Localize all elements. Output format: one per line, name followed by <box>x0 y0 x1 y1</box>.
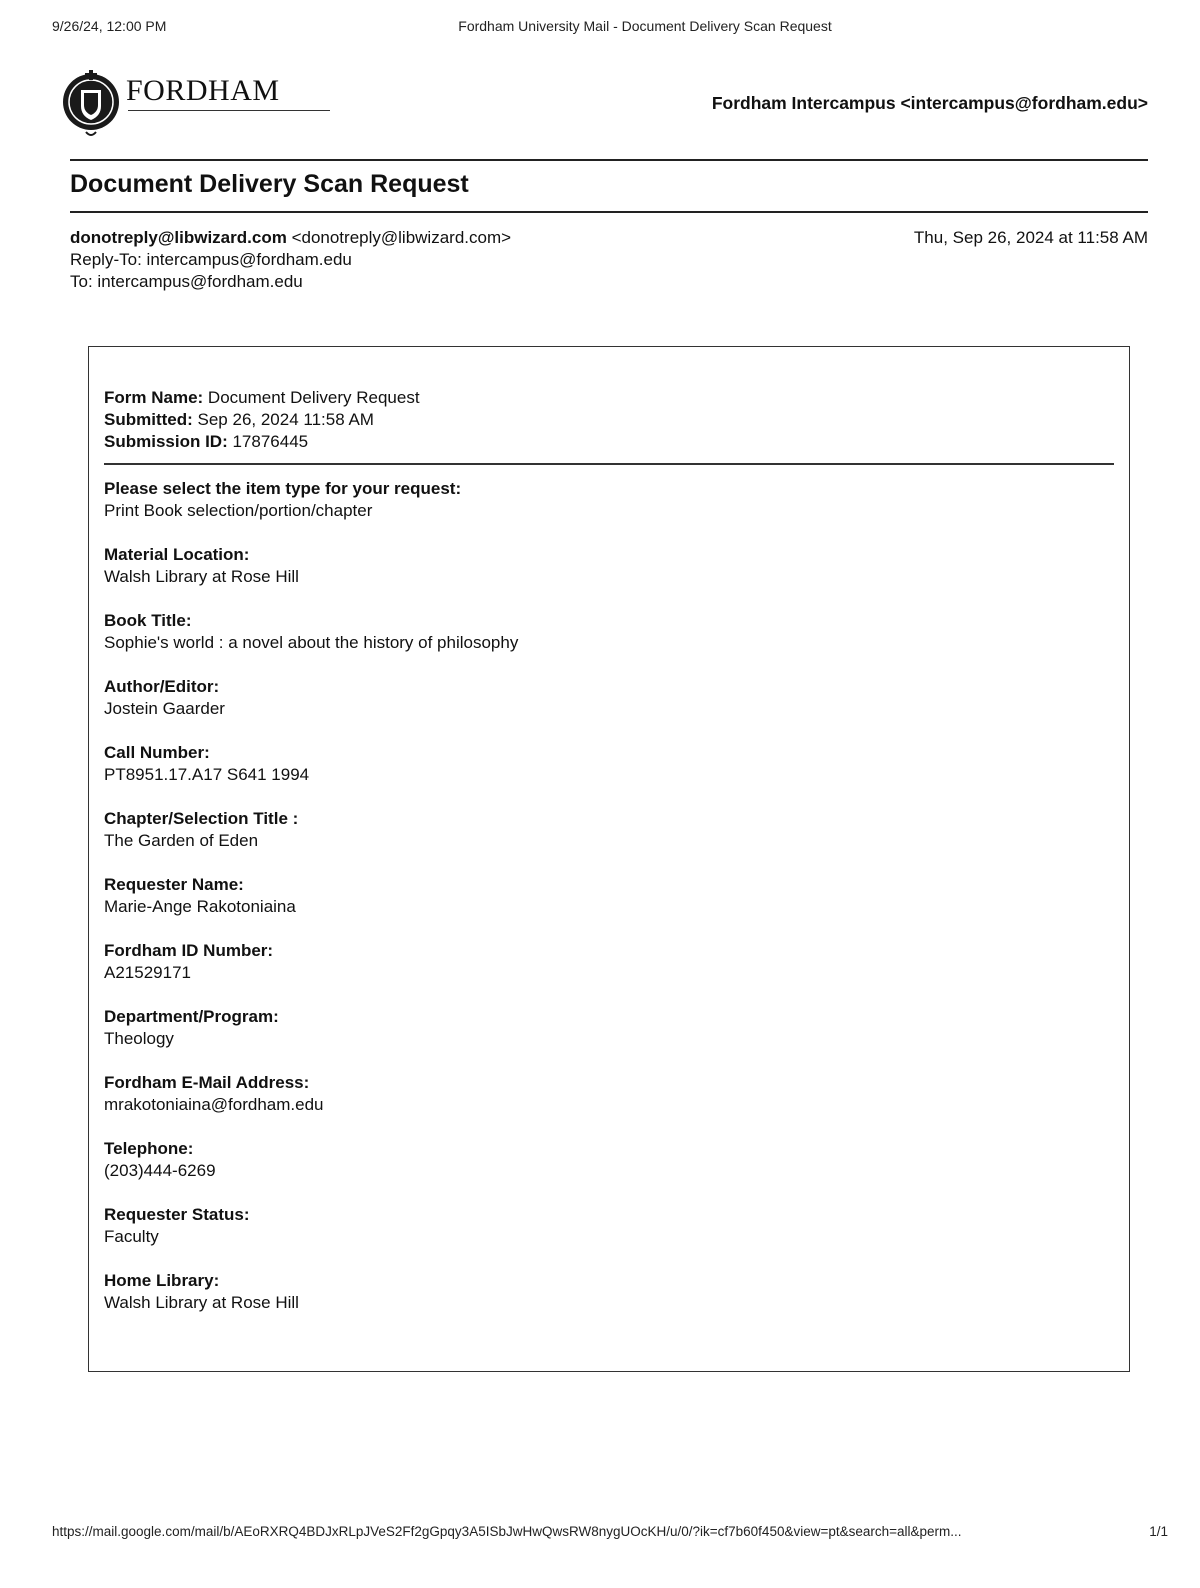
form-field <box>104 610 1114 654</box>
field-value: The Garden of Eden <box>104 831 259 850</box>
form-field <box>104 1270 1114 1314</box>
field-value: PT8951.17.A17 S641 1994 <box>104 765 310 784</box>
email-subject: Document Delivery Scan Request <box>70 170 469 198</box>
fordham-wordmark: FORDHAM <box>126 74 280 107</box>
field-value: mrakotoniaina@fordham.edu <box>104 1095 324 1114</box>
field-label: Call Number: <box>104 743 210 762</box>
mailbox-owner: Fordham Intercampus <intercampus@fordham.edu> <box>711 93 1148 113</box>
to-row <box>70 271 1148 293</box>
wordmark-underline <box>128 110 330 111</box>
fordham-logo <box>60 60 300 142</box>
print-url: https://mail.google.com/mail/b/AEoRXRQ4BDJxRLpJVeS2Ff2gGpqy3A5ISbJwHwQwsRW8nygUOcKH/u/0/?ik=cf7b60f450&view=pt&search=all&perm... <box>52 1524 962 1539</box>
form-fields <box>104 465 1114 1314</box>
submitted-label: Submitted: <box>104 410 193 429</box>
field-value: Print Book selection/portion/chapter <box>104 501 373 520</box>
form-submission-box <box>88 346 1130 1372</box>
print-title: Fordham University Mail - Document Delivery Scan Request <box>458 18 832 34</box>
field-label: Telephone: <box>104 1139 194 1158</box>
from-display: <donotreply@libwizard.com> <box>291 228 512 247</box>
form-field <box>104 742 1114 786</box>
field-label: Fordham ID Number: <box>104 941 274 960</box>
submission-id-value: 17876445 <box>232 432 309 451</box>
form-field <box>104 1006 1114 1050</box>
field-label: Book Title: <box>104 611 192 630</box>
form-name-label: Form Name: <box>104 388 204 407</box>
submission-id-row <box>104 431 1114 453</box>
form-field <box>104 676 1114 720</box>
to-address: intercampus@fordham.edu <box>97 272 303 291</box>
form-field <box>104 874 1114 918</box>
form-field <box>104 1138 1114 1182</box>
submitted-value: Sep 26, 2024 11:58 AM <box>197 410 374 429</box>
page-number: 1/1 <box>1149 1524 1168 1539</box>
from-address: donotreply@libwizard.com <box>70 228 287 247</box>
field-value: (203)444-6269 <box>104 1161 216 1180</box>
form-field <box>104 1072 1114 1116</box>
field-label: Requester Status: <box>104 1205 250 1224</box>
field-value: A21529171 <box>104 963 191 982</box>
form-field <box>104 808 1114 852</box>
field-value: Faculty <box>104 1227 159 1246</box>
field-value: Marie-Ange Rakotoniaina <box>104 897 296 916</box>
field-value: Jostein Gaarder <box>104 699 225 718</box>
reply-to-label: Reply-To: <box>70 250 142 269</box>
field-label: Please select the item type for your request: <box>104 479 462 498</box>
field-label: Material Location: <box>104 545 250 564</box>
form-field <box>104 544 1114 588</box>
print-datetime: 9/26/24, 12:00 PM <box>52 18 167 34</box>
field-label: Home Library: <box>104 1271 220 1290</box>
form-name-row <box>104 387 1114 409</box>
to-label: To: <box>70 272 93 291</box>
submitted-row <box>104 409 1114 431</box>
field-value: Walsh Library at Rose Hill <box>104 567 299 586</box>
field-label: Department/Program: <box>104 1007 279 1026</box>
form-name-value: Document Delivery Request <box>207 388 420 407</box>
field-label: Requester Name: <box>104 875 244 894</box>
field-value: Theology <box>104 1029 174 1048</box>
fordham-seal-icon <box>60 60 122 142</box>
message-date: Thu, Sep 26, 2024 at 11:58 AM <box>913 228 1148 247</box>
message-meta <box>70 227 1148 293</box>
field-value: Walsh Library at Rose Hill <box>104 1293 299 1312</box>
field-label: Author/Editor: <box>104 677 220 696</box>
from-row <box>70 227 1148 249</box>
header-divider-top <box>70 159 1148 161</box>
field-value: Sophie's world : a novel about the history of philosophy <box>104 633 519 652</box>
form-field <box>104 478 1114 522</box>
reply-to-address: intercampus@fordham.edu <box>146 250 352 269</box>
print-footer <box>52 1524 1168 1542</box>
submission-id-label: Submission ID: <box>104 432 228 451</box>
form-field <box>104 940 1114 984</box>
form-header <box>104 387 1114 465</box>
print-header <box>52 18 1148 36</box>
reply-to-row <box>70 249 1148 271</box>
field-label: Chapter/Selection Title : <box>104 809 299 828</box>
field-label: Fordham E-Mail Address: <box>104 1073 310 1092</box>
form-content <box>104 387 1114 1336</box>
form-field <box>104 1204 1114 1248</box>
header-divider-bottom <box>70 211 1148 213</box>
